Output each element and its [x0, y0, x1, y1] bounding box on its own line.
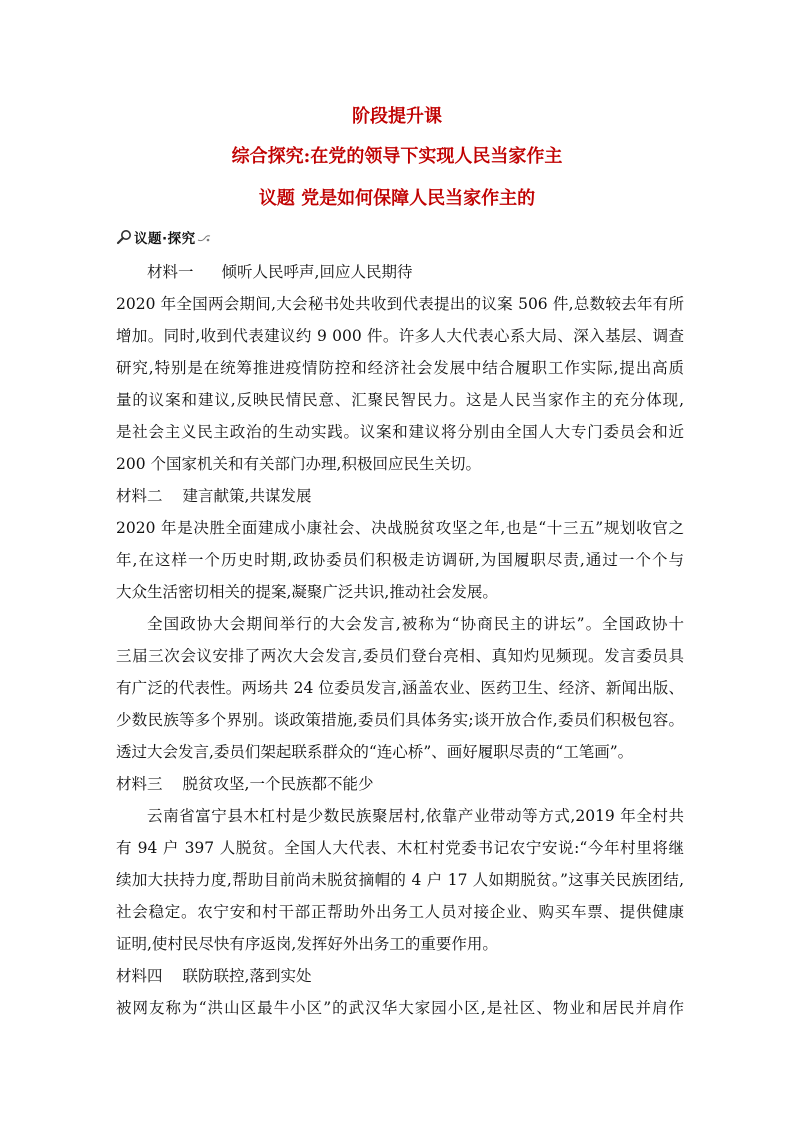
section-tag [116, 227, 211, 247]
issue-title: 议题 党是如何保障人民当家作主的 [258, 188, 536, 209]
paragraph-line: 大众生活密切相关的提案,凝聚广泛共识,推动社会发展。 [116, 583, 498, 601]
paragraph-line: 增加。同时,收到代表建议约 9 000 件。许多人大代表心系大局、深入基层、调查 [116, 327, 684, 345]
material-heading [116, 768, 684, 800]
paragraph-line: 全国政协大会期间举行的大会发言,被称为“协商民主的讲坛”。全国政协十 [147, 615, 684, 633]
paragraph-line: 量的议案和建议,反映民情民意、汇聚民智民力。这是人民当家作主的充分体现, [116, 391, 684, 409]
material-heading [116, 256, 684, 288]
material-label: 材料二 [116, 487, 163, 505]
paragraph-line: 透过大会发言,委员们架起联系群众的“连心桥”、画好履职尽责的“工笔画”。 [116, 743, 634, 761]
paragraph-line: 社会稳定。农宁安和村干部正帮助外出务工人员对接企业、购买车票、提供健康 [116, 903, 684, 921]
paragraph-line: 研究,特别是在统筹推进疫情防控和经济社会发展中结合履职工作实际,提出高质 [116, 359, 684, 377]
material-title: 联防联控,落到实处 [182, 967, 312, 985]
paragraph-line: 2020 年是决胜全面建成小康社会、决战脱贫攻坚之年,也是“十三五”规划收官之 [116, 519, 684, 537]
paragraph-line: 续加大扶持力度,帮助目前尚未脱贫摘帽的 4 户 17 人如期脱贫。”这事关民族团结, [116, 871, 684, 889]
paragraph-line: 2020 年全国两会期间,大会秘书处共收到代表提出的议案 506 件,总数较去年有所 [116, 295, 684, 313]
paragraph-line: 证明,使村民尽快有序返岗,发挥好外出务工的重要作用。 [116, 935, 498, 953]
material-title: 建言献策,共谋发展 [182, 487, 312, 505]
tag-tail-icon [197, 231, 211, 243]
material-title: 脱贫攻坚,一个民族都不能少 [182, 775, 374, 793]
material-heading [116, 960, 684, 992]
document-body [116, 256, 684, 1024]
paragraph-line: 少数民族等多个界别。谈政策措施,委员们具体务实;谈开放合作,委员们积极包容。 [116, 711, 684, 729]
paragraph-line: 200 个国家机关和有关部门办理,积极回应民生关切。 [116, 455, 481, 473]
paragraph-line: 年,在这样一个历史时期,政协委员们积极走访调研,为国履职尽责,通过一个个与 [116, 551, 684, 569]
material-title: 倾听人民呼声,回应人民期待 [221, 263, 413, 281]
paragraph-line: 被网友称为“洪山区最牛小区”的武汉华大家园小区,是社区、物业和居民并肩作 [116, 999, 684, 1017]
paragraph-line: 有广泛的代表性。两场共 24 位委员发言,涵盖农业、医药卫生、经济、新闻出版、 [116, 679, 684, 697]
material-label: 材料三 [116, 775, 163, 793]
material-heading [116, 480, 684, 512]
paragraph-line: 是社会主义民主政治的生动实践。议案和建议将分别由全国人大专门委员会和近 [116, 423, 684, 441]
section-tag-label: 议题·探究 [134, 231, 196, 247]
magnifier-icon [116, 229, 132, 245]
paragraph-line: 有 94 户 397 人脱贫。全国人大代表、木杠村党委书记农宁安说:“今年村里将继 [116, 839, 684, 857]
material-label: 材料四 [116, 967, 163, 985]
topic-title: 综合探究:在党的领导下实现人民当家作主 [231, 146, 563, 167]
paragraph-line: 三届三次会议安排了两次大会发言,委员们登台亮相、真知灼见频现。发言委员具 [116, 647, 684, 665]
material-label: 材料一 [147, 263, 194, 281]
lesson-title: 阶段提升课 [352, 106, 442, 127]
paragraph-line: 云南省富宁县木杠村是少数民族聚居村,依靠产业带动等方式,2019 年全村共 [147, 807, 684, 825]
